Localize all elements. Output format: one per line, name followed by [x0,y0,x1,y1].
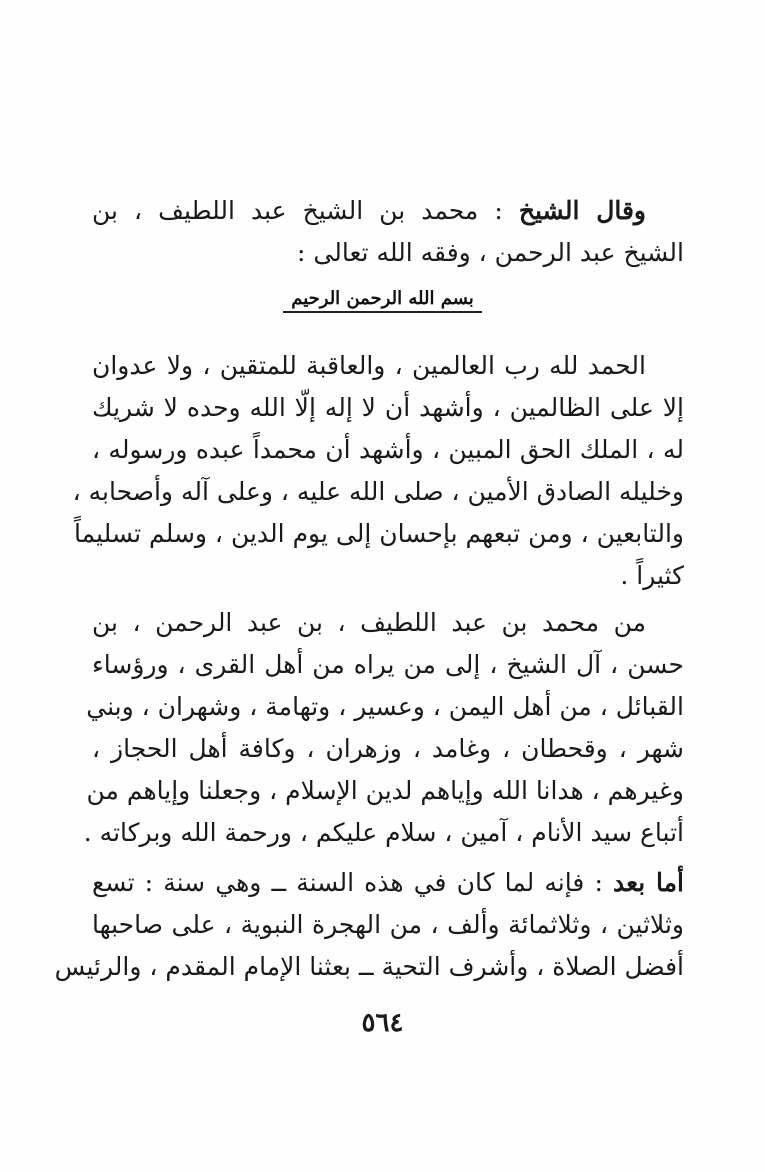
intro-line-2: الشيخ عبد الرحمن ، وفقه الله تعالى : [297,238,684,267]
paragraph-line: وثلاثين ، وثلاثمائة وألف ، من الهجرة النبوية ، على صاحبها [92,910,684,939]
paragraph-line: له ، الملك الحق المبين ، وأشهد أن محمداً عبده ورسوله ، [92,435,684,464]
paragraph-line: وخليله الصادق الأمين ، صلى الله عليه ، وعلى آله وأصحابه ، [72,477,684,506]
ama-bad-lead: أما بعد [613,868,684,897]
paragraph-line: كثيراً . [620,561,684,590]
paragraph-line [92,862,684,904]
intro-paragraph [92,190,684,274]
speaker-heading: وقال الشيخ [518,196,646,225]
paragraph-line: الحمد لله رب العالمين ، والعاقبة للمتقين ، ولا عدوان [92,351,646,380]
paragraph-line: أتباع سيد الأنام ، آمين ، سلام عليكم ، ورحمة الله وبركاته . [83,818,684,847]
praise-paragraph [72,345,684,597]
paragraph-line: من محمد بن عبد اللطيف ، بن عبد الرحمن ، بن [92,608,646,637]
paragraph-line: إلا على الظالمين ، وأشهد أن لا إله إلّا الله وحده لا شريك [92,393,684,422]
basmala-text: بسم الله الرحمن الرحيم [283,288,482,313]
paragraph-line: وغيرهم ، هدانا الله وإياهم لدين الإسلام ، وجعلنا وإياهم من [86,776,684,805]
intro-line-1-text: : محمد بن الشيخ عبد اللطيف ، بن [92,196,503,225]
address-paragraph [83,602,684,854]
basmala-heading [0,288,765,313]
page-number: ٥٦٤ [361,1008,404,1038]
paragraph-line: أفضل الصلاة ، وأشرف التحية ــ بعثنا الإمام المقدم ، والرئيس [54,952,684,981]
paragraph-line: والتابعين ، ومن تبعهم بإحسان إلى يوم الدين ، وسلم تسليماً [73,519,684,548]
intro-line-1 [92,190,684,232]
main-line-1-text: : فإنه لما كان في هذه السنة ــ وهي سنة : تسع [92,868,603,897]
paragraph-line: شهر ، وقحطان ، وغامد ، وزهران ، وكافة أهل الحجاز ، [92,734,684,763]
main-paragraph [54,862,684,988]
paragraph-line: القبائل ، من أهل اليمن ، وعسير ، وتهامة ، وشهران ، وبني [86,692,684,721]
paragraph-line: حسن ، آل الشيخ ، إلى من يراه من أهل القرى ، ورؤساء [92,650,684,679]
